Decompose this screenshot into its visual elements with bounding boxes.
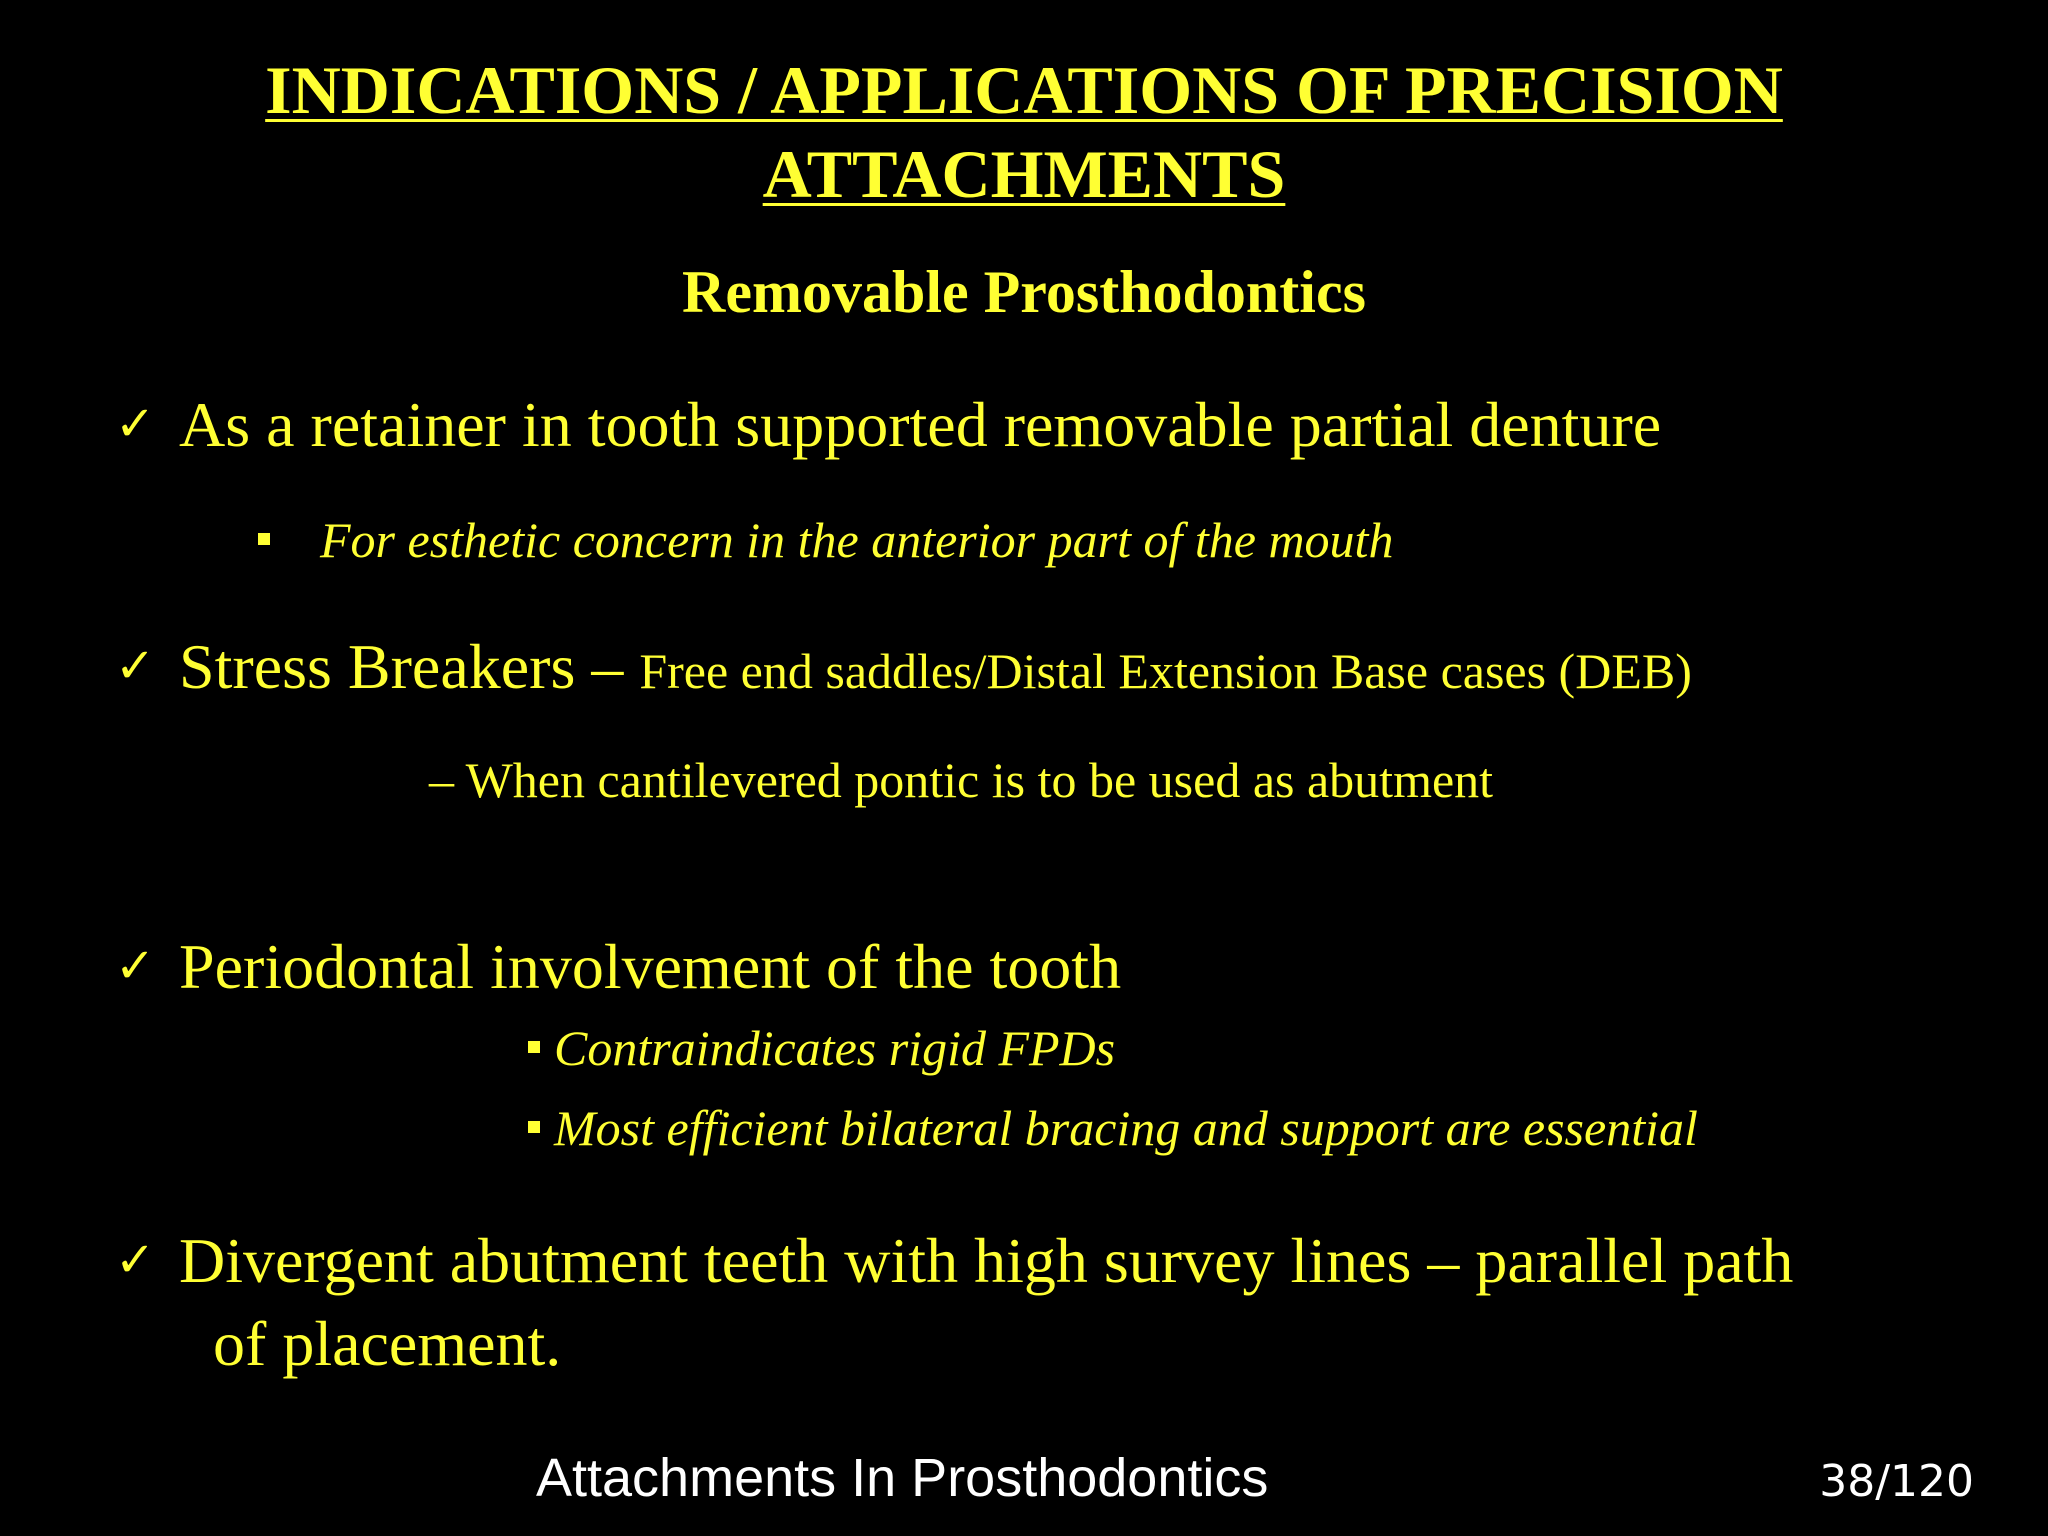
sub-bullet-esthetic xyxy=(258,508,1393,572)
bullet-stress-breakers xyxy=(115,626,1692,711)
bullet-divergent-continuation: of placement. xyxy=(213,1308,562,1379)
page-number: 38/120 xyxy=(1819,1456,1974,1507)
sub-bullet-text: For esthetic concern in the anterior part of the mouth xyxy=(320,512,1394,568)
sub-bullet-text: Contraindicates rigid FPDs xyxy=(554,1020,1116,1076)
title-line-1: INDICATIONS / APPLICATIONS OF PRECISION xyxy=(265,52,1783,128)
sub-bullet-bracing xyxy=(528,1096,1698,1160)
bullet-text: As a retainer in tooth supported removable partial denture xyxy=(179,389,1662,460)
slide-title xyxy=(0,48,2048,216)
bullet-divergent xyxy=(115,1220,1793,1301)
bullet-text-large: Stress Breakers – xyxy=(179,631,624,702)
bullet-text-small: Free end saddles/Distal Extension Base cases (DEB) xyxy=(639,643,1692,699)
bullet-text: Periodontal involvement of the tooth xyxy=(179,931,1122,1002)
checkmark-icon: ✓ xyxy=(115,938,156,994)
section-subtitle: Removable Prosthodontics xyxy=(682,259,1366,325)
checkmark-icon: ✓ xyxy=(115,638,156,694)
sub-line-cantilever: – When cantilevered pontic is to be used as abutment xyxy=(429,752,1494,808)
bullet-retainer xyxy=(115,384,1661,465)
sub-bullet-text: Most efficient bilateral bracing and support are essential xyxy=(554,1100,1698,1156)
bullet-text: Divergent abutment teeth with high survey lines – parallel path xyxy=(179,1225,1794,1296)
square-bullet-icon xyxy=(528,1041,540,1053)
title-line-2: ATTACHMENTS xyxy=(762,136,1286,212)
checkmark-icon: ✓ xyxy=(115,396,156,452)
sub-bullet-contraindicates xyxy=(528,1016,1115,1080)
bullet-periodontal xyxy=(115,926,1121,1007)
slide-footer: Attachments In Prosthodontics xyxy=(536,1448,1269,1508)
square-bullet-icon xyxy=(528,1121,540,1133)
checkmark-icon: ✓ xyxy=(115,1232,156,1288)
square-bullet-icon xyxy=(258,533,270,545)
